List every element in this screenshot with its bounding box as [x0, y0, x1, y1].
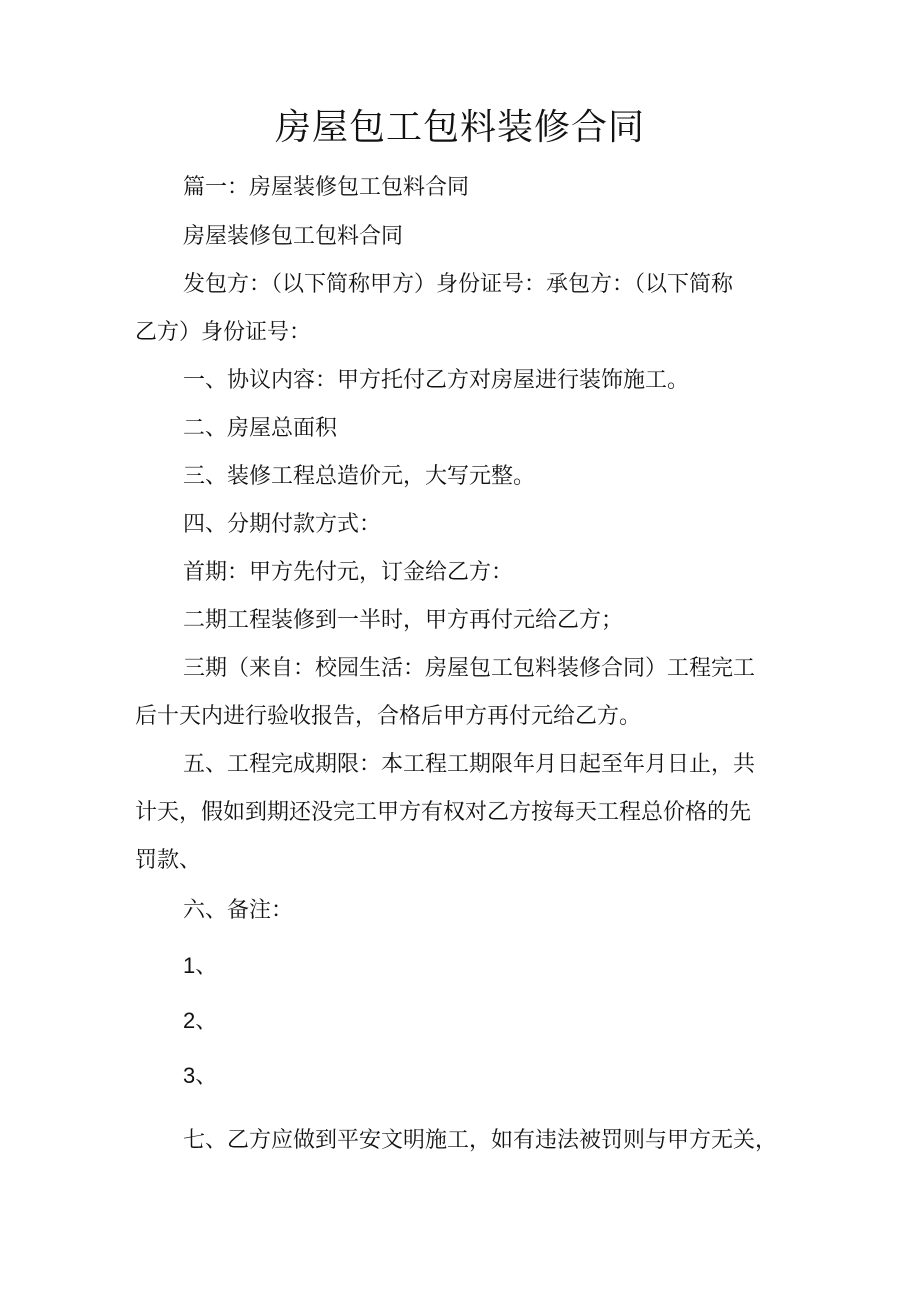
document-title: 房屋包工包料装修合同	[274, 107, 645, 148]
note-item-2: 2、	[183, 1008, 218, 1033]
clause-1: 一、协议内容：甲方托付乙方对房屋进行装饰施工。	[183, 368, 690, 393]
payment-first: 首期：甲方先付元，订金给乙方：	[183, 560, 514, 585]
clause-5-line-1: 五、工程完成期限：本工程工期限年月日起至年月日止，共	[183, 752, 756, 777]
parties-line-1: 发包方：（以下简称甲方）身份证号：承包方：（以下简称	[183, 272, 734, 297]
clause-6: 六、备注：	[183, 898, 294, 923]
note-item-1: 1、	[183, 953, 218, 978]
clause-7: 七、乙方应做到平安文明施工，如有违法被罚则与甲方无关，	[183, 1128, 778, 1153]
contract-subtitle: 房屋装修包工包料合同	[183, 224, 404, 249]
clause-5-line-2: 计天，假如到期还没完工甲方有权对乙方按每天工程总价格的先	[135, 800, 752, 825]
payment-third-line-2: 后十天内进行验收报告，合格后甲方再付元给乙方。	[135, 704, 642, 729]
clause-5-line-3: 罚款、	[135, 848, 202, 873]
clause-2: 二、房屋总面积	[183, 416, 338, 441]
parties-line-2: 乙方）身份证号：	[135, 320, 312, 345]
section-heading-1: 篇一：房屋装修包工包料合同	[183, 175, 470, 200]
note-item-3: 3、	[183, 1063, 218, 1088]
payment-third-line-1: 三期（来自：校园生活：房屋包工包料装修合同）工程完工	[183, 656, 756, 681]
payment-second: 二期工程装修到一半时，甲方再付元给乙方；	[183, 608, 624, 633]
clause-4: 四、分期付款方式：	[183, 512, 382, 537]
clause-3: 三、装修工程总造价元，大写元整。	[183, 464, 536, 489]
